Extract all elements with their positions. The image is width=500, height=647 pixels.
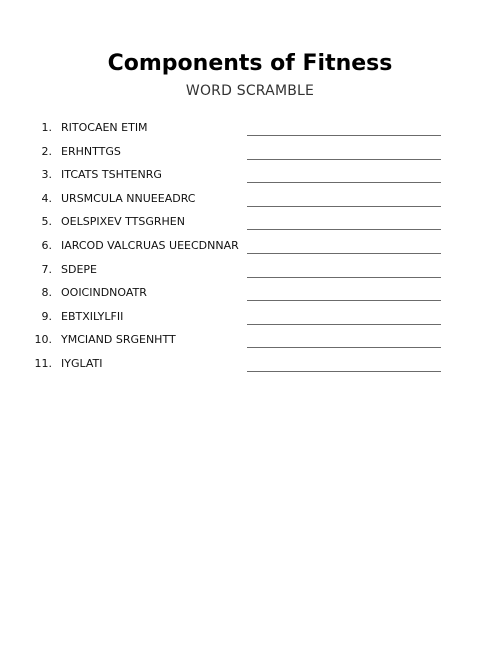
item-number: 10. xyxy=(34,333,52,347)
scrambled-word: EBTXILYLFII xyxy=(61,309,124,323)
item-number: 5. xyxy=(41,215,52,229)
scramble-list xyxy=(0,120,500,380)
answer-line[interactable] xyxy=(247,182,441,183)
scrambled-word: SDEPE xyxy=(61,262,97,276)
scramble-item xyxy=(0,285,500,309)
answer-line[interactable] xyxy=(247,277,441,278)
item-number: 2. xyxy=(41,144,52,158)
scrambled-word: ITCATS TSHTENRG xyxy=(61,168,162,182)
scrambled-word: YMCIAND SRGENHTT xyxy=(61,333,176,347)
answer-line[interactable] xyxy=(247,253,441,254)
page-title: Components of Fitness xyxy=(107,51,393,76)
item-number: 11. xyxy=(34,356,52,370)
scrambled-word: URSMCULA NNUEEADRC xyxy=(61,191,196,205)
scramble-item xyxy=(0,262,500,286)
answer-line[interactable] xyxy=(247,371,441,372)
answer-line[interactable] xyxy=(247,347,441,348)
scramble-item xyxy=(0,167,500,191)
page-subtitle: WORD SCRAMBLE xyxy=(185,83,315,99)
item-number: 4. xyxy=(41,191,52,205)
scramble-item xyxy=(0,238,500,262)
answer-line[interactable] xyxy=(247,324,441,325)
scramble-item xyxy=(0,309,500,333)
item-number: 8. xyxy=(41,286,52,300)
scrambled-word: OOICINDNOATR xyxy=(61,286,147,300)
scrambled-word: IYGLATI xyxy=(61,356,103,370)
answer-line[interactable] xyxy=(247,206,441,207)
scrambled-word: ERHNTTGS xyxy=(61,144,121,158)
scramble-item xyxy=(0,332,500,356)
scramble-item xyxy=(0,214,500,238)
item-number: 9. xyxy=(41,309,52,323)
answer-line[interactable] xyxy=(247,229,441,230)
scrambled-word: RITOCAEN ETIM xyxy=(61,121,148,134)
answer-line[interactable] xyxy=(247,159,441,160)
item-number: 6. xyxy=(41,238,52,252)
item-number: 3. xyxy=(41,168,52,182)
answer-line[interactable] xyxy=(247,135,441,136)
answer-line[interactable] xyxy=(247,300,441,301)
scrambled-word: IARCOD VALCRUAS UEECDNNAR xyxy=(61,238,239,252)
item-number: 7. xyxy=(41,262,52,276)
scramble-item xyxy=(0,191,500,215)
scramble-item xyxy=(0,120,500,144)
scrambled-word: OELSPIXEV TTSGRHEN xyxy=(61,215,185,229)
item-number: 1. xyxy=(41,121,52,134)
scramble-item xyxy=(0,144,500,168)
scramble-item xyxy=(0,356,500,380)
